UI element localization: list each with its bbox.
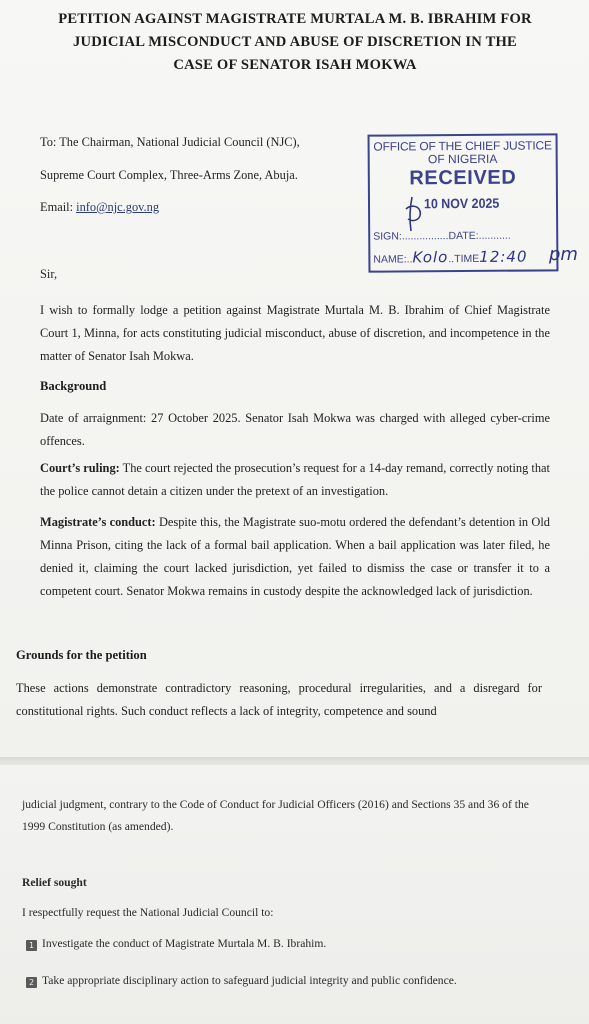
recipient-address: Supreme Court Complex, Three-Arms Zone, Abuja.	[40, 168, 298, 182]
number-2-icon: 2	[26, 977, 37, 988]
conduct-text: Despite this, the Magistrate suo-motu ordered the defendant’s detention in Old Minna Prison, citing the lack of a formal bail application. When a bail application was later filed, he denied it, claiming the court lacked jurisdiction, yet failed to dismiss the case or transfer it to a competent court. Senator Mokwa remains in custody despite the acknowledged lack of jurisdiction.	[40, 515, 550, 598]
stamp-sign-row	[373, 230, 511, 243]
stamp-name-row: NAME:..Kolo..TIME12:40	[373, 247, 528, 267]
title-line-1: PETITION AGAINST MAGISTRATE MURTALA M. B. IBRAHIM FOR	[58, 11, 532, 27]
stamp-sign-dots: ...............	[401, 230, 446, 243]
number-1-icon: 1	[26, 940, 37, 951]
salutation: Sir,	[40, 267, 58, 281]
stamp-date: 10 NOV 2025	[423, 195, 500, 212]
arraignment-paragraph: Date of arraignment: 27 October 2025. Senator Isah Mokwa was charged with alleged cyber-crime offences.	[40, 411, 550, 448]
email-link[interactable]: info@njc.gov.ng	[76, 200, 160, 214]
stamp-country-line: OF NIGERIA	[427, 151, 498, 167]
stamp-received: RECEIVED	[409, 166, 517, 190]
background-heading: Background	[40, 379, 107, 393]
handwritten-signature-icon	[400, 195, 426, 235]
relief-item-2-text: Take appropriate disciplinary action to safeguard judicial integrity and public confidence.	[42, 974, 457, 987]
ruling-text: The court rejected the prosecution’s request for a 14-day remand, correctly noting that the police cannot detain a citizen under the pretext of an investigation.	[40, 461, 550, 498]
ruling-label: Court’s ruling:	[40, 461, 120, 475]
relief-item-1	[26, 936, 326, 951]
stamp-date-label: .DATE:	[445, 229, 479, 243]
relief-item-2	[26, 973, 457, 988]
grounds-paragraph-page2: judicial judgment, contrary to the Code of Conduct for Judicial Officers (2016) and Sections 35 and 36 of the 1999 Constitution (as amended).	[22, 798, 529, 833]
page-separator	[0, 757, 589, 765]
relief-heading: Relief sought	[22, 876, 87, 889]
ruling-paragraph	[40, 457, 550, 503]
stamp-time-suffix: pm	[549, 244, 578, 265]
stamp-sign-label: SIGN:	[373, 230, 402, 243]
stamp-name-value: Kolo	[412, 248, 449, 267]
email-label: Email:	[40, 200, 77, 214]
title-line-3: CASE OF SENATOR ISAH MOKWA	[173, 57, 417, 73]
intro-paragraph: I wish to formally lodge a petition against Magistrate Murtala M. B. Ibrahim of Chief Magistrate Court 1, Minna, for acts constituting judicial misconduct, abuse of discretion, and incompetence in the matter of Senator Isah Mokwa.	[40, 303, 550, 363]
stamp-time-value: 12:40	[479, 247, 528, 266]
recipient-email-line	[40, 199, 159, 215]
stamp-time-label: TIME	[454, 252, 480, 266]
conduct-paragraph	[40, 511, 550, 603]
grounds-heading: Grounds for the petition	[16, 648, 147, 662]
relief-intro: I respectfully request the National Judicial Council to:	[22, 906, 274, 919]
title-line-2: JUDICIAL MISCONDUCT AND ABUSE OF DISCRETION IN THE	[73, 34, 517, 50]
recipient-line: To: The Chairman, National Judicial Council (NJC),	[40, 135, 300, 149]
conduct-label: Magistrate’s conduct:	[40, 515, 156, 529]
relief-item-1-text: Investigate the conduct of Magistrate Murtala M. B. Ibrahim.	[42, 937, 327, 950]
stamp-name-label: NAME:	[373, 253, 407, 266]
stamp-date-dots: ...........	[478, 229, 511, 242]
stamp-office-line: OFFICE OF THE CHIEF JUSTICE	[373, 138, 552, 154]
received-stamp	[368, 133, 559, 272]
grounds-paragraph-page1: These actions demonstrate contradictory reasoning, procedural irregularities, and a disregard for constitutional rights. Such conduct reflects a lack of integrity, competence and sound	[16, 681, 542, 718]
petition-title	[38, 8, 552, 77]
